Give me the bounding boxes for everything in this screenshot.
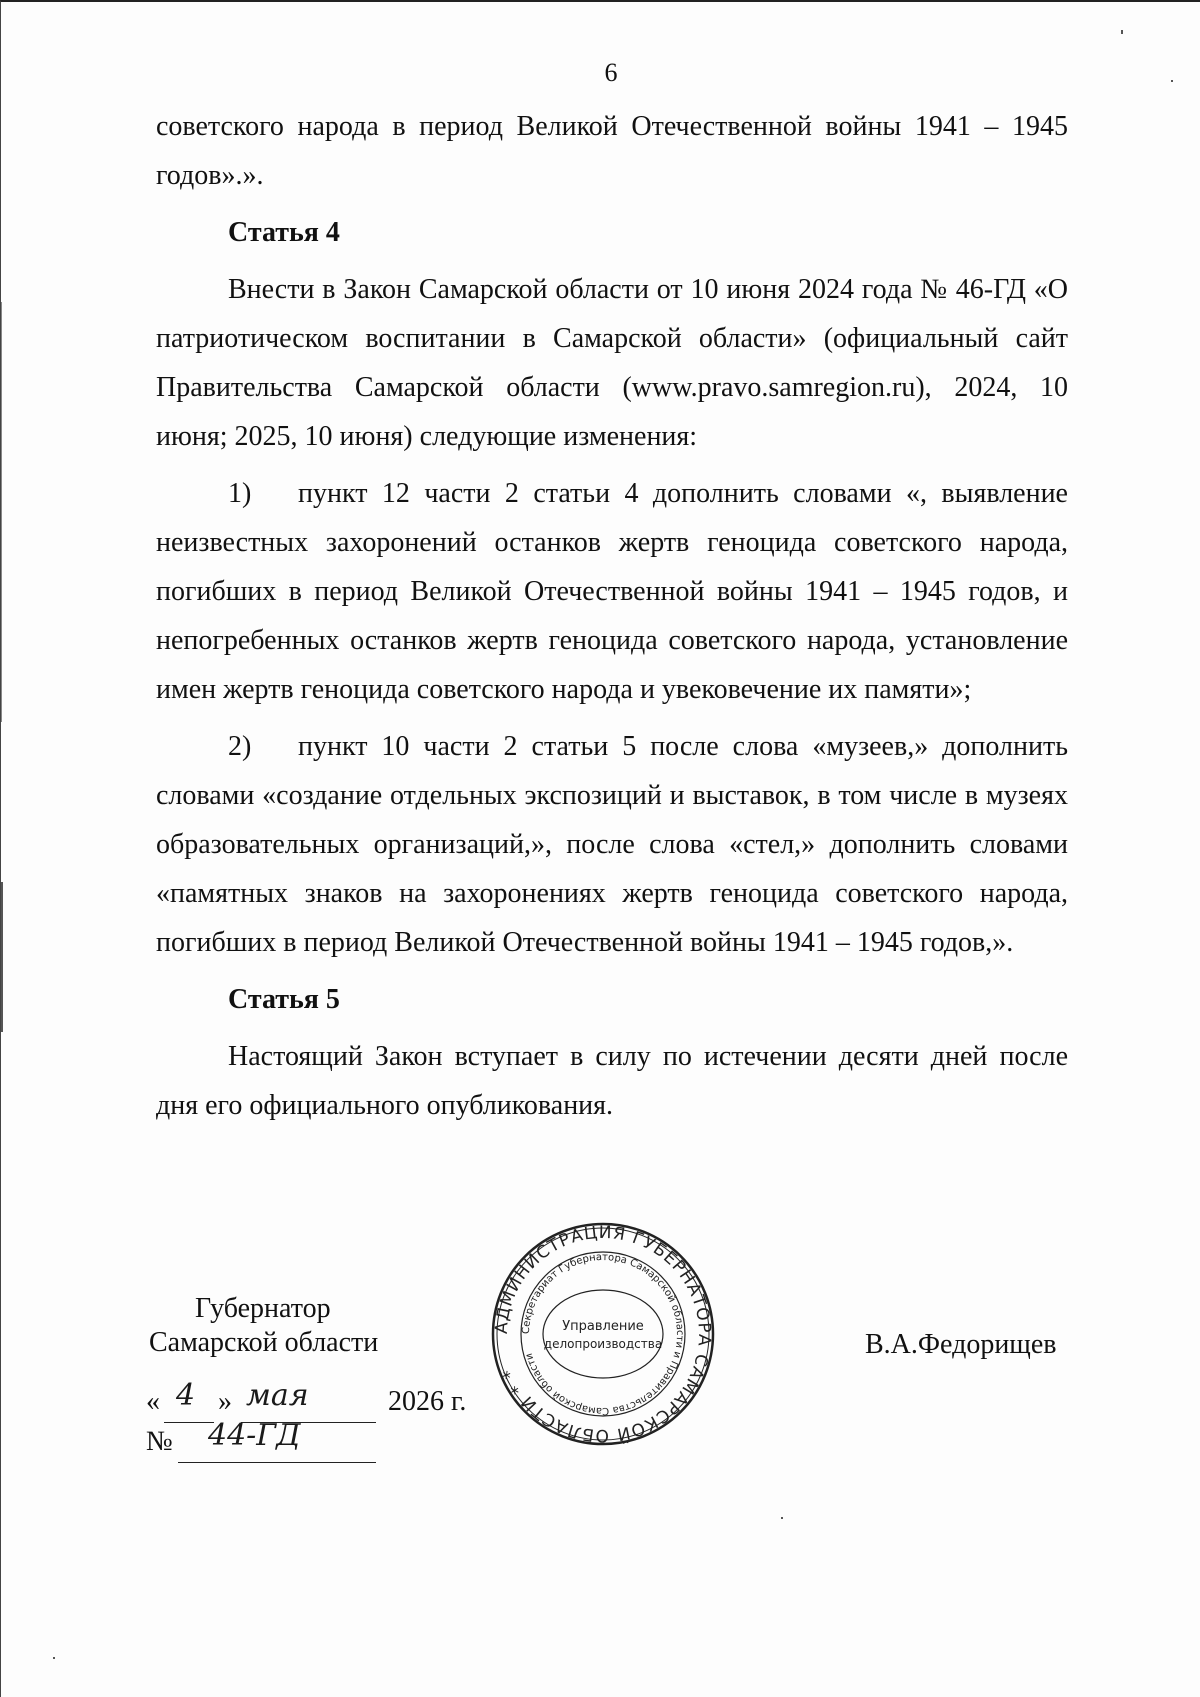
date-month-handwritten: мая <box>246 1378 309 1413</box>
article-4-heading: Статья 4 <box>228 217 340 248</box>
article-5-text: Настоящий Закон вступает в силу по истечении десяти дней после дня его официального опубликования. <box>156 1041 1068 1121</box>
date-close-quote: » <box>218 1386 232 1417</box>
seal-center-line-1: Управление <box>562 1319 644 1334</box>
paragraph-continuation: советского народа в период Великой Отечественной войны 1941 – 1945 годов».». <box>156 111 1068 191</box>
law-number-row <box>146 1418 506 1466</box>
svg-text:Секретариат Губернатора Самарс <box>521 1252 685 1416</box>
seal-center-line-2: делопроизводства <box>543 1337 663 1351</box>
amendment-item-2-number: 2) <box>228 731 252 762</box>
law-number-label: № <box>146 1426 173 1457</box>
amendment-item-2 <box>156 722 1068 967</box>
official-seal <box>489 1220 717 1448</box>
law-number-handwritten: 44-ГД <box>208 1418 301 1453</box>
amendment-item-1-text: пункт 12 части 2 статьи 4 дополнить словами «, выявление неизвестных захоронений останков жертв геноцида советского народа, погибших в период Великой Отечественной войны 1941 – 1945 годов, и непогребенных останков жертв геноцида советского народа, установление имен жертв геноцида советского народа и увековечение их памяти»; <box>156 478 1068 705</box>
scan-speck <box>1121 30 1123 34</box>
page-number: 6 <box>604 58 618 87</box>
scan-speck <box>53 1657 55 1659</box>
article-4-intro: Внести в Закон Самарской области от 10 июня 2024 года № 46-ГД «О патриотическом воспитании в Самарской области» (официальный сайт Правительства Самарской области (www.pravo.samregion.ru), 2024, 10 июня; 2025, 10 июня) следующие изменения: <box>156 274 1068 452</box>
signatory-name: В.А.Федорищев <box>865 1329 1057 1360</box>
article-5-heading: Статья 5 <box>228 984 340 1015</box>
scan-edge-mark <box>1 302 2 722</box>
signatory-title-line-2: Самарской области <box>149 1327 379 1358</box>
scan-speck <box>781 1517 783 1519</box>
amendment-item-2-text: пункт 10 части 2 статьи 5 после слова «музеев,» дополнить словами «создание отдельных экспозиций и выставок, в том числе в музеях образовательных организаций,», после слова «стел,» дополнить словами «памятных знаков на захоронениях жертв геноцида советского народа, погибших в период Великой Отечественной войны 1941 – 1945 годов,». <box>156 731 1068 958</box>
date-open-quote: « <box>146 1386 160 1417</box>
amendment-item-1-number: 1) <box>228 478 252 509</box>
seal-graphic <box>489 1220 717 1448</box>
seal-outer-text: АДМИНИСТРАЦИЯ ГУБЕРНАТОРА САМАРСКОЙ ОБЛАСТИ * * <box>491 1222 715 1446</box>
date-row <box>146 1378 506 1426</box>
amendment-item-1 <box>156 469 1068 714</box>
scan-edge-mark <box>1 882 3 1032</box>
date-year: 2026 г. <box>388 1386 467 1417</box>
scan-speck <box>1171 80 1173 82</box>
date-block <box>146 1378 506 1466</box>
document-body <box>156 102 1068 1130</box>
seal-inner-text: Секретариат Губернатора Самарской области и Правительства Самарской области <box>520 1251 686 1417</box>
signatory-title <box>149 1292 378 1360</box>
date-day-handwritten: 4 <box>176 1378 196 1413</box>
signatory-title-line-1: Губернатор <box>195 1293 331 1324</box>
